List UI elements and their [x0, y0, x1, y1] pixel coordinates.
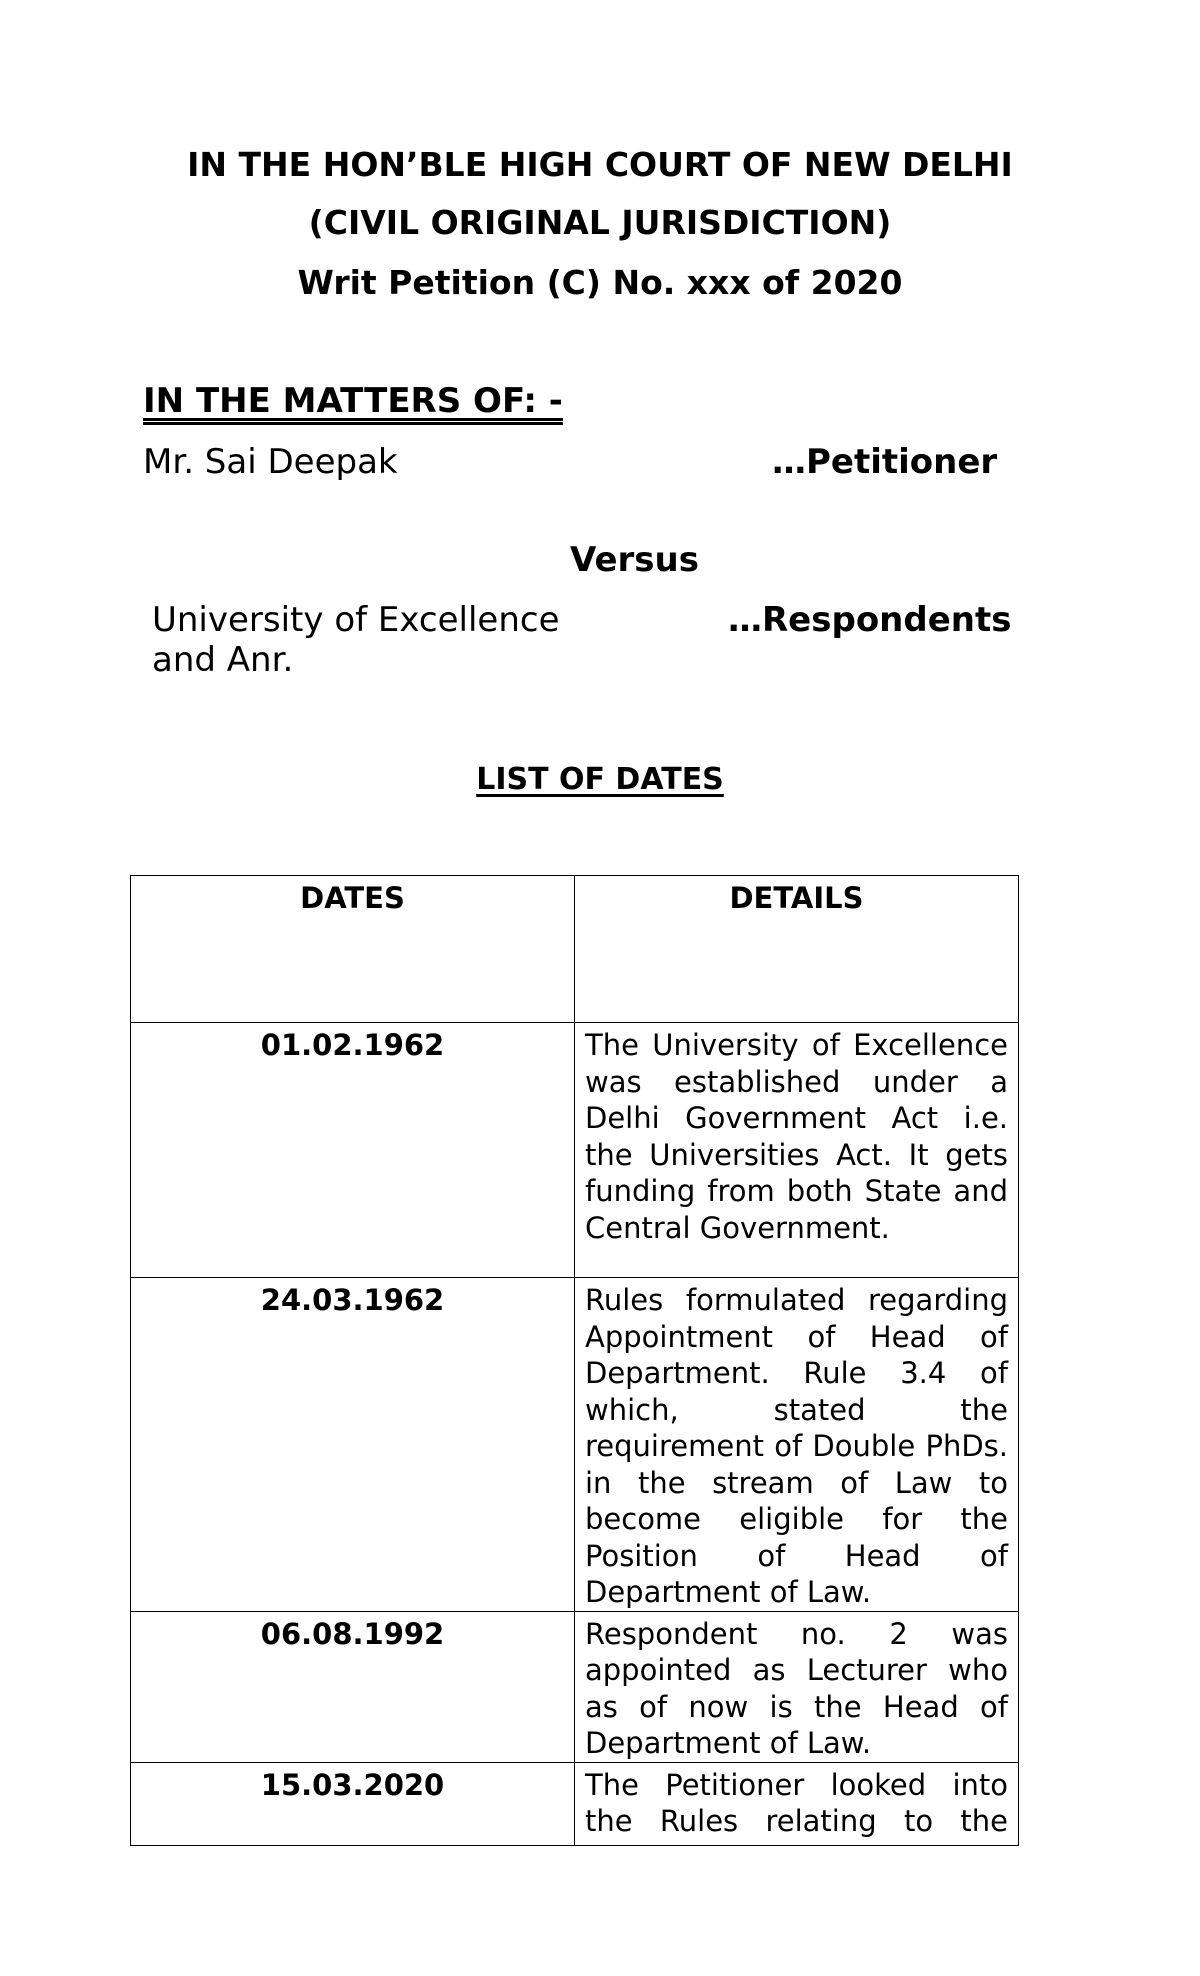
table-row [131, 1611, 1019, 1762]
petitioner-name: Mr. Sai Deepak [143, 442, 398, 482]
jurisdiction-heading: (CIVIL ORIGINAL JURISDICTION) [308, 203, 892, 242]
date-cell: 01.02.1962 [131, 1023, 575, 1278]
case-number-heading: Writ Petition (C) No. xxx of 2020 [297, 263, 903, 302]
details-cell: The University of Excellence was established under a Delhi Government Act i.e. the Universities Act. It gets funding from both State and Central Government. [575, 1023, 1019, 1278]
table-header-row [131, 876, 1019, 1023]
date-cell: 24.03.1962 [131, 1278, 575, 1612]
table-row [131, 1023, 1019, 1278]
dates-table [130, 875, 1019, 1846]
table-row [131, 1762, 1019, 1845]
table-row [131, 1278, 1019, 1612]
respondent-name-line2: and Anr. [152, 640, 294, 680]
court-heading: IN THE HON’BLE HIGH COURT OF NEW DELHI [187, 145, 1013, 184]
date-cell: 15.03.2020 [131, 1762, 575, 1845]
petitioner-role: …Petitioner [772, 442, 998, 482]
respondent-role: …Respondents [728, 600, 1012, 640]
details-cell: Rules formulated regarding Appointment of Head of Department. Rule 3.4 of which, stated the requirement of Double PhDs. in the stream of Law to become eligible for the Position of Head of Department of Law. [575, 1278, 1019, 1612]
list-of-dates-title: LIST OF DATES [476, 762, 724, 797]
date-cell: 06.08.1992 [131, 1611, 575, 1762]
versus-label: Versus [570, 540, 699, 580]
matters-label: IN THE MATTERS OF: - [143, 381, 563, 421]
details-cell: The Petitioner looked into the Rules relating to the [575, 1762, 1019, 1845]
details-column-header: DETAILS [575, 876, 1019, 1023]
dates-column-header: DATES [131, 876, 575, 1023]
details-cell: Respondent no. 2 was appointed as Lecturer who as of now is the Head of Department of Law. [575, 1611, 1019, 1762]
respondent-name-line1: University of Excellence [152, 600, 560, 640]
